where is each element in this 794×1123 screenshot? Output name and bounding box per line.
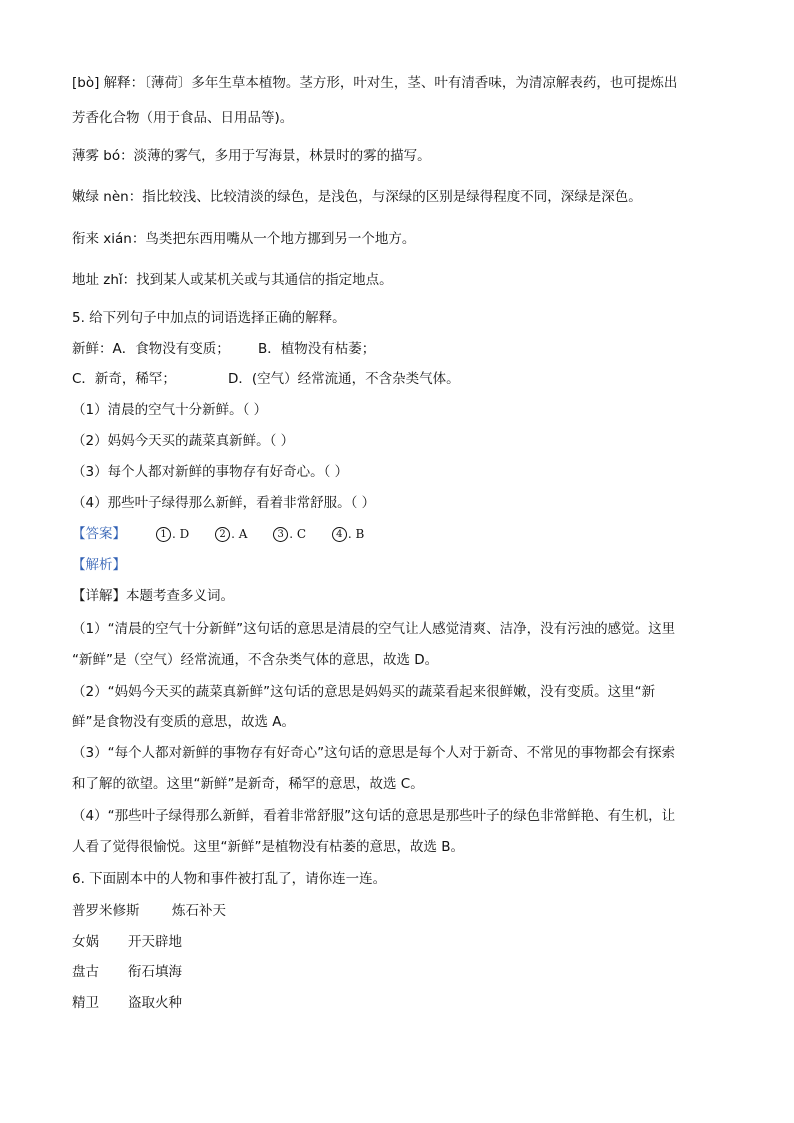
- match-row: [72, 962, 182, 982]
- detail-line: [72, 586, 234, 606]
- answer-item: [156, 524, 189, 544]
- explain-2b: 鲜”是食物没有变质的意思，故选 A。: [72, 714, 296, 730]
- explain-1a: （1）“清晨的空气十分新鲜”这句话的意思是清晨的空气让人感觉清爽、洁净，没有污浊的感觉。这里: [72, 621, 676, 637]
- vocab-bowu: 薄雾 bó：淡薄的雾气，多用于写海景，林景时的雾的描写。: [72, 148, 431, 164]
- q5-options-row1: [72, 339, 375, 359]
- match-event: 衔石填海: [128, 964, 182, 980]
- vocab-xianlai: 衔来 xián：鸟类把东西用嘴从一个地方挪到另一个地方。: [72, 231, 416, 247]
- detail-intro: 本题考查多义词。: [126, 588, 234, 604]
- match-person: 精卫: [72, 995, 99, 1011]
- q5-options-row2: [72, 369, 460, 389]
- answer-value: . B: [347, 527, 365, 541]
- explain-3b: 和了解的欲望。这里“新鲜”是新奇，稀罕的意思，故选 C。: [72, 776, 424, 792]
- vocab-nenlv: 嫩绿 nèn：指比较浅、比较清淡的绿色，是浅色，与深绿的区别是绿得程度不同，深绿是深色。: [72, 189, 642, 205]
- match-row: [72, 901, 226, 921]
- circled-number: 2: [215, 527, 230, 542]
- match-event: 开天辟地: [128, 934, 182, 950]
- explain-4b: 人看了觉得很愉悦。这里“新鲜”是植物没有枯萎的意思，故选 B。: [72, 839, 465, 855]
- vocab-bohe-line1: [bò] 解释：〔薄荷〕多年生草本植物。茎方形，叶对生，茎、叶有清香味，为清凉解表药，也可提炼出: [72, 75, 678, 91]
- match-person: 普罗米修斯: [72, 903, 140, 919]
- q5-title: 5. 给下列句子中加点的词语选择正确的解释。: [72, 310, 346, 326]
- q5-sentence-4: （4）那些叶子绿得那么新鲜，看着非常舒服。（ ）: [72, 495, 376, 511]
- circled-number: 1: [156, 527, 171, 542]
- q5-sentence-1: （1）清晨的空气十分新鲜。（ ）: [72, 402, 268, 418]
- q5-sentence-2: （2）妈妈今天买的蔬菜真新鲜。（ ）: [72, 433, 295, 449]
- q5-sentence-3: （3）每个人都对新鲜的事物存有好奇心。（ ）: [72, 464, 349, 480]
- answer-item: [273, 524, 306, 544]
- answer-value: . A: [231, 527, 248, 541]
- circled-number: 3: [273, 527, 288, 542]
- detail-label: 【详解】: [72, 588, 126, 604]
- answer-label: 【答案】: [72, 526, 126, 542]
- match-row: [72, 993, 182, 1013]
- match-event: 炼石补天: [172, 903, 226, 919]
- explain-3a: （3）“每个人都对新鲜的事物存有好奇心”这句话的意思是每个人对于新奇、不常见的事物都会有探索: [72, 745, 676, 761]
- vocab-dizhi: 地址 zhǐ：找到某人或某机关或与其通信的指定地点。: [72, 272, 393, 288]
- option-d: D．(空气）经常流通，不含杂类气体。: [228, 371, 460, 387]
- explain-1b: “新鲜”是（空气）经常流通，不含杂类气体的意思，故选 D。: [72, 652, 439, 668]
- match-person: 盘古: [72, 964, 99, 980]
- answer-list: [156, 524, 386, 544]
- q6-title: 6. 下面剧本中的人物和事件被打乱了，请你连一连。: [72, 871, 387, 887]
- circled-number: 4: [332, 527, 347, 542]
- match-person: 女娲: [72, 934, 99, 950]
- vocab-bohe-line2: 芳香化合物（用于食品、日用品等)。: [72, 110, 294, 126]
- answer-item: [215, 524, 247, 544]
- option-a: 新鲜：A．食物没有变质；: [72, 341, 230, 357]
- analysis-label: 【解析】: [72, 557, 126, 573]
- answer-value: . D: [172, 527, 190, 541]
- match-event: 盗取火种: [128, 995, 182, 1011]
- match-row: [72, 932, 182, 952]
- answer-value: . C: [289, 527, 307, 541]
- explain-2a: （2）“妈妈今天买的蔬菜真新鲜”这句话的意思是妈妈买的蔬菜看起来很鲜嫩，没有变质。这里“新: [72, 684, 656, 700]
- option-c: C．新奇，稀罕；: [72, 371, 176, 387]
- answer-item: [332, 524, 364, 544]
- explain-4a: （4）“那些叶子绿得那么新鲜，看着非常舒服”这句话的意思是那些叶子的绿色非常鲜艳、有生机，让: [72, 808, 676, 824]
- option-b: B．植物没有枯萎；: [258, 341, 376, 357]
